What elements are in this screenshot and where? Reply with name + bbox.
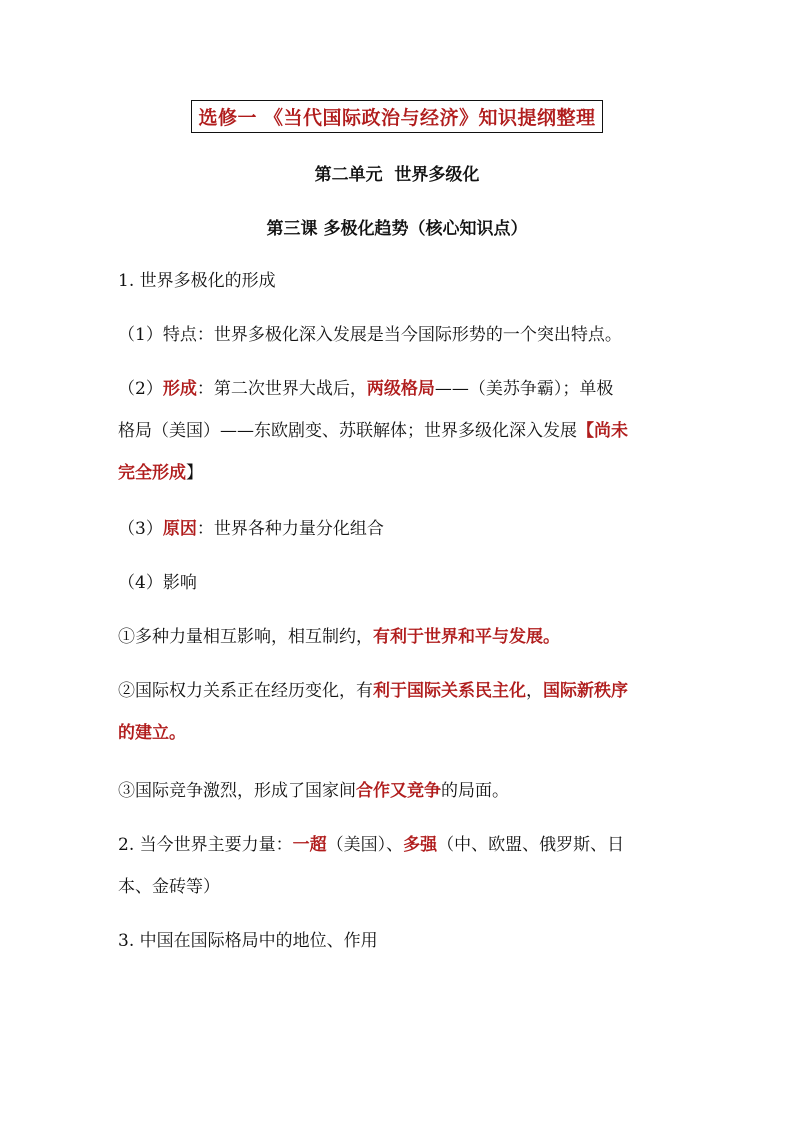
impact-2-line-2: [118, 712, 678, 754]
impact-2-text: ②国际权力关系正在经历变化，有: [118, 681, 373, 701]
formation-text-3: 格局（美国）——东欧剧变、苏联解体；世界多级化深入发展: [118, 421, 577, 441]
multi-power-note-1: （中、欧盟、俄罗斯、日: [437, 835, 625, 855]
title-container: [0, 100, 794, 133]
multi-power-note-2: 本、金砖等）: [118, 877, 220, 897]
section-3-heading: 3. 中国在国际格局中的地位、作用: [118, 931, 378, 951]
formation-text-1: ：第二次世界大战后，: [196, 379, 367, 399]
fully-formed-keyword: 完全形成: [118, 463, 186, 483]
impact-3-text: ③国际竞争激烈，形成了国家间: [118, 781, 356, 801]
section-1-heading: 1. 世界多极化的形成: [118, 271, 276, 291]
multi-power-keyword: 多强: [403, 835, 438, 855]
formation-close-bracket: 】: [186, 463, 203, 483]
bipolar-keyword: 两级格局: [366, 379, 435, 399]
formation-line-3: [118, 452, 678, 494]
impact-3-tail: 的局面。: [441, 781, 509, 801]
formation-paragraph: [118, 368, 678, 494]
impact-2-keyword-1: 利于国际关系民主化: [373, 681, 526, 701]
impact-2-line-1: [118, 670, 678, 712]
section-2-line-2: [118, 866, 678, 908]
impact-1-keyword: 有利于世界和平与发展。: [373, 627, 560, 647]
impact-item-3: [118, 770, 678, 812]
section-2-paragraph: [118, 824, 678, 908]
impact-3-keyword: 合作又竞争: [356, 781, 441, 801]
formation-text-2: ——（美苏争霸）；单极: [434, 379, 614, 399]
impact-1-text: ①多种力量相互影响，相互制约，: [118, 627, 373, 647]
impact-item-1: [118, 616, 678, 658]
formation-number: （2）: [118, 379, 163, 399]
cause-number: （3）: [118, 519, 163, 539]
lesson-heading: 第三课 多极化趋势（核心知识点）: [266, 219, 528, 239]
cause-text: ：世界各种力量分化组合: [196, 519, 384, 539]
not-yet-keyword: 【尚未: [577, 421, 628, 441]
impact-item-2: [118, 670, 678, 754]
unit-heading: 第二单元 世界多级化: [314, 165, 480, 185]
impact-2-keyword-3: 的建立。: [118, 723, 186, 743]
superpower-note: （美国）、: [326, 835, 404, 855]
document-title: 选修一 《当代国际政治与经济》知识提纲整理: [191, 100, 602, 133]
impact-2-keyword-2: 国际新秩序: [543, 681, 628, 701]
section-2-line-1: [118, 824, 678, 866]
feature-paragraph: （1）特点：世界多极化深入发展是当今国际形势的一个突出特点。: [118, 325, 622, 345]
cause-paragraph: [118, 508, 678, 550]
impact-2-comma: ，: [526, 681, 543, 701]
superpower-keyword: 一超: [292, 835, 327, 855]
formation-line-1: [118, 368, 678, 410]
section-2-heading: 2. 当今世界主要力量：: [118, 835, 293, 855]
impact-heading: （4）影响: [118, 573, 197, 593]
formation-keyword: 形成: [162, 379, 197, 399]
cause-keyword: 原因: [162, 519, 197, 539]
formation-line-2: [118, 410, 678, 452]
